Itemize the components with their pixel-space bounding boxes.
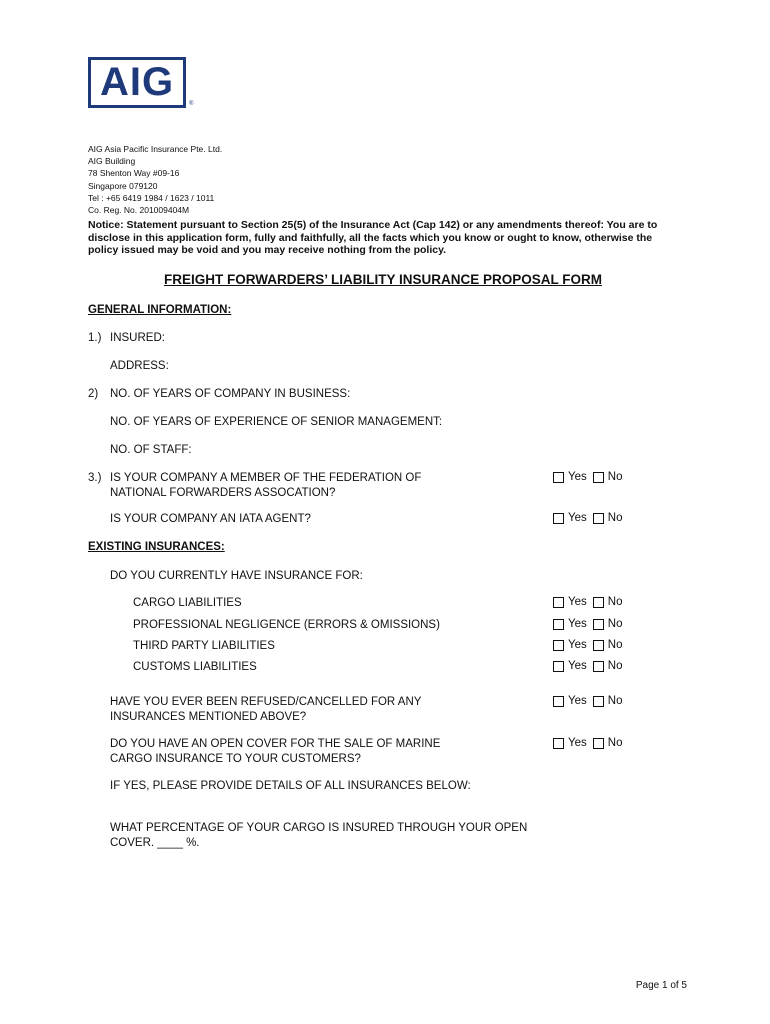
- no-label: No: [607, 660, 623, 672]
- open-cover-line-1: DO YOU HAVE AN OPEN COVER FOR THE SALE OF MARINE: [110, 738, 441, 750]
- professional-yes-no: [553, 618, 622, 630]
- customs-yes-no: [553, 660, 622, 672]
- federation-yes-no: [553, 471, 622, 483]
- no-label: No: [607, 639, 623, 651]
- iata-yes-no: [553, 512, 622, 524]
- no-label: No: [607, 737, 623, 749]
- refused-question: [110, 695, 421, 724]
- refused-line-1: HAVE YOU EVER BEEN REFUSED/CANCELLED FOR ANY: [110, 696, 422, 708]
- cargo-liabilities-label: CARGO LIABILITIES: [133, 597, 242, 609]
- aig-logo: [88, 57, 186, 108]
- customs-label: CUSTOMS LIABILITIES: [133, 661, 257, 673]
- notice-text: Notice: Statement pursuant to Section 25(5) of the Insurance Act (Cap 142) or any amendments thereof: You are to disclose in this application form, fully and faithfully, all the facts which you know or ought to know, otherwise the policy issued may be void and you may receive nothing from the policy.: [88, 219, 658, 256]
- staff-label: NO. OF STAFF:: [110, 444, 192, 456]
- percentage-line-2[interactable]: COVER. ____ %.: [110, 836, 200, 849]
- senior-management-label: NO. OF YEARS OF EXPERIENCE OF SENIOR MANAGEMENT:: [110, 416, 443, 428]
- cargo-no-checkbox[interactable]: [593, 597, 604, 608]
- no-label: No: [607, 695, 623, 707]
- page-number: Page 1 of 5: [635, 980, 687, 991]
- third-party-label: THIRD PARTY LIABILITIES: [133, 640, 275, 652]
- refused-yes-checkbox[interactable]: [553, 696, 564, 707]
- general-info-heading: GENERAL INFORMATION:: [88, 304, 232, 316]
- iata-no-checkbox[interactable]: [593, 513, 604, 524]
- company-street: 78 Shenton Way #09-16: [88, 168, 180, 179]
- professional-no-checkbox[interactable]: [593, 619, 604, 630]
- refused-no-checkbox[interactable]: [593, 696, 604, 707]
- yes-label: Yes: [568, 596, 587, 608]
- federation-question: [110, 471, 421, 500]
- q1-number: 1.): [88, 332, 102, 344]
- iata-yes-checkbox[interactable]: [553, 513, 564, 524]
- federation-line-2: NATIONAL FORWARDERS ASSOCATION?: [110, 486, 336, 499]
- years-business-label: NO. OF YEARS OF COMPANY IN BUSINESS:: [110, 388, 351, 400]
- open-cover-yes-checkbox[interactable]: [553, 738, 564, 749]
- cargo-yes-checkbox[interactable]: [553, 597, 564, 608]
- cargo-yes-no: [553, 596, 622, 608]
- federation-no-checkbox[interactable]: [593, 472, 604, 483]
- current-insurance-intro: DO YOU CURRENTLY HAVE INSURANCE FOR:: [110, 570, 363, 582]
- yes-label: Yes: [568, 737, 587, 749]
- company-name: AIG Asia Pacific Insurance Pte. Ltd.: [88, 144, 223, 154]
- federation-line-1: IS YOUR COMPANY A MEMBER OF THE FEDERATION OF: [110, 472, 422, 484]
- q3-number: 3.): [88, 472, 102, 484]
- details-instruction: IF YES, PLEASE PROVIDE DETAILS OF ALL INSURANCES BELOW:: [110, 780, 471, 792]
- professional-negligence-label: PROFESSIONAL NEGLIGENCE (ERRORS & OMISSIONS): [133, 619, 440, 631]
- form-title: FREIGHT FORWARDERS’ LIABILITY INSURANCE PROPOSAL FORM: [163, 272, 603, 287]
- refused-line-2: INSURANCES MENTIONED ABOVE?: [110, 710, 307, 723]
- existing-insurances-heading: EXISTING INSURANCES:: [88, 541, 225, 553]
- open-cover-question: [110, 737, 440, 766]
- logo-text: AIG: [99, 60, 175, 104]
- yes-label: Yes: [568, 512, 587, 524]
- third-party-yes-checkbox[interactable]: [553, 640, 564, 651]
- professional-yes-checkbox[interactable]: [553, 619, 564, 630]
- registered-mark: ®: [189, 101, 194, 107]
- third-party-no-checkbox[interactable]: [593, 640, 604, 651]
- yes-label: Yes: [568, 660, 587, 672]
- no-label: No: [607, 512, 623, 524]
- yes-label: Yes: [568, 695, 587, 707]
- customs-yes-checkbox[interactable]: [553, 661, 564, 672]
- iata-question: IS YOUR COMPANY AN IATA AGENT?: [110, 513, 311, 525]
- insured-label: INSURED:: [110, 332, 165, 344]
- company-reg: Co. Reg. No. 201009404M: [88, 205, 190, 216]
- open-cover-line-2: CARGO INSURANCE TO YOUR CUSTOMERS?: [110, 752, 361, 765]
- yes-label: Yes: [568, 618, 587, 630]
- third-party-yes-no: [553, 639, 622, 651]
- q2-number: 2): [88, 388, 99, 400]
- company-address: [88, 143, 222, 216]
- no-label: No: [607, 471, 623, 483]
- address-label: ADDRESS:: [110, 360, 169, 372]
- federation-yes-checkbox[interactable]: [553, 472, 564, 483]
- yes-label: Yes: [568, 639, 587, 651]
- company-building: AIG Building: [88, 156, 136, 167]
- yes-label: Yes: [568, 471, 587, 483]
- no-label: No: [607, 618, 623, 630]
- open-cover-no-checkbox[interactable]: [593, 738, 604, 749]
- no-label: No: [607, 596, 623, 608]
- company-tel: Tel : +65 6419 1984 / 1623 / 1011: [88, 192, 215, 203]
- company-city: Singapore 079120: [88, 180, 158, 191]
- percentage-line-1: WHAT PERCENTAGE OF YOUR CARGO IS INSURED THROUGH YOUR OPEN: [110, 822, 528, 834]
- customs-no-checkbox[interactable]: [593, 661, 604, 672]
- open-cover-yes-no: [553, 737, 622, 749]
- refused-yes-no: [553, 695, 622, 707]
- percentage-question: [110, 821, 527, 850]
